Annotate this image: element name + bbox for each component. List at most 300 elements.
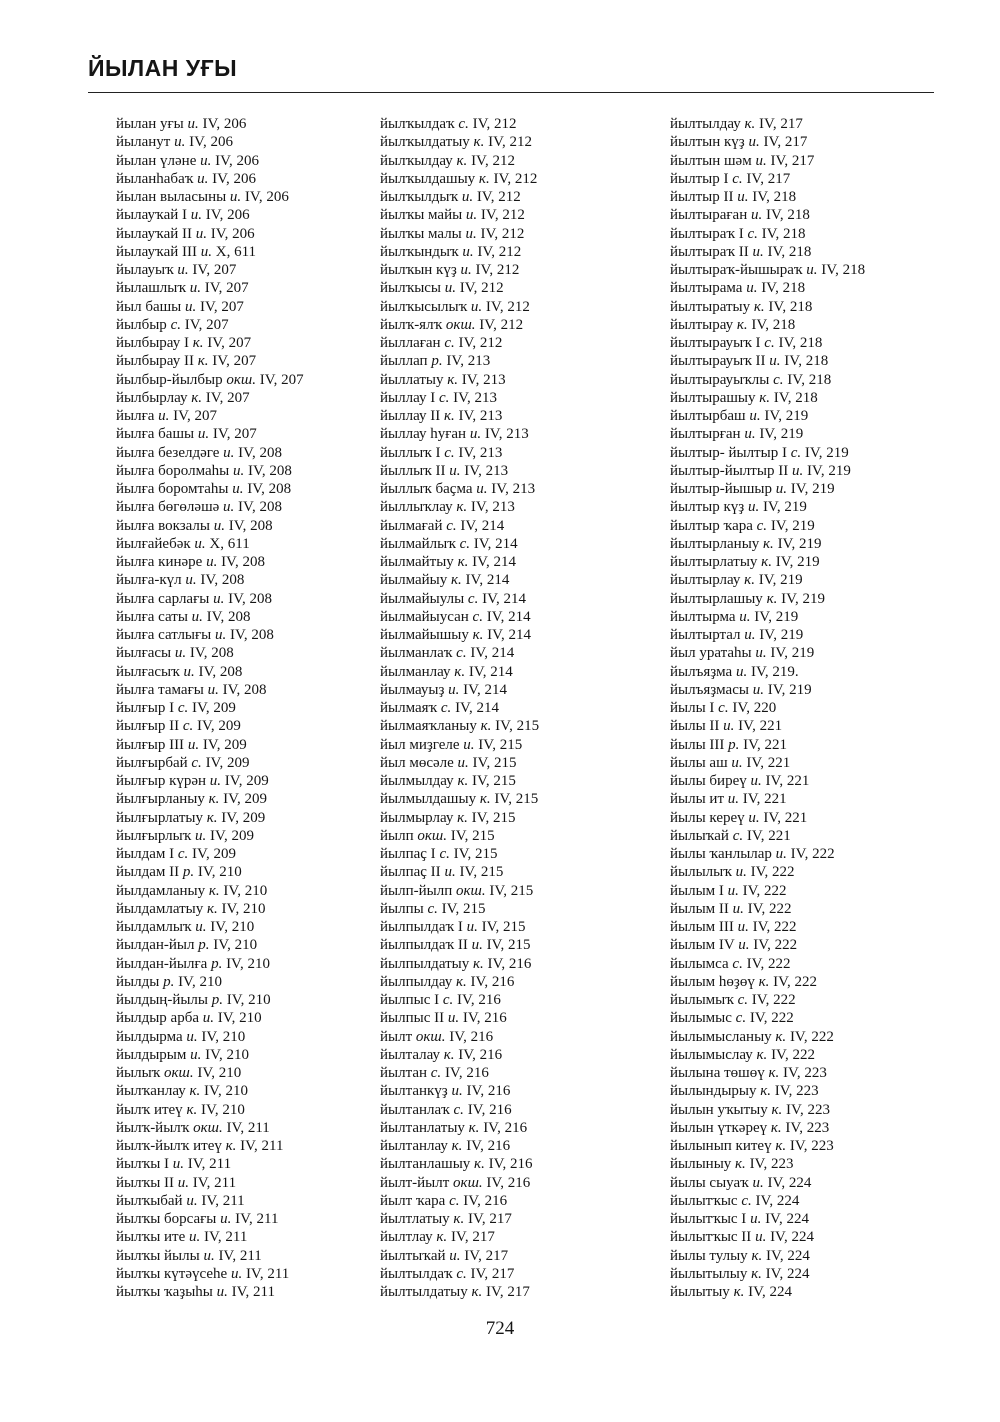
- entry-ref: IV, 208: [230, 627, 274, 643]
- index-entry: [116, 480, 304, 498]
- index-entry: [116, 371, 304, 389]
- entry-term: йылдырым: [116, 1046, 187, 1063]
- entry-ref: IV, 208: [200, 572, 245, 589]
- entry-term: йылҡы борсағы: [116, 1211, 217, 1227]
- entry-ref: IV, 216: [466, 1138, 511, 1154]
- entry-ref: IV, 219: [767, 681, 812, 698]
- entry-abbr: и.: [186, 1192, 198, 1209]
- entry-ref: IV, 207: [200, 298, 244, 315]
- entry-ref: IV, 219: [754, 608, 799, 625]
- entry-abbr: и.: [185, 298, 197, 315]
- index-entry: [380, 553, 539, 571]
- entry-abbr: и.: [232, 481, 244, 497]
- index-entry: [116, 444, 304, 462]
- entry-ref: IV, 209: [224, 773, 269, 789]
- entry-ref: IV, 210: [223, 882, 268, 899]
- index-entry: [380, 918, 539, 936]
- entry-ref: IV, 222: [747, 900, 792, 917]
- index-entry: [116, 1119, 304, 1137]
- entry-abbr: с.: [756, 517, 768, 534]
- index-entry: [670, 699, 865, 717]
- entry-abbr: к.: [206, 809, 218, 826]
- index-entry: [116, 498, 304, 516]
- index-entry: [670, 1192, 865, 1210]
- index-entry: [380, 900, 539, 918]
- entry-abbr: к.: [751, 1265, 762, 1282]
- entry-term: йылт-йылт: [380, 1174, 450, 1191]
- entry-term: йылҡы майы: [380, 207, 463, 224]
- entry-term: йылп: [380, 827, 414, 844]
- entry-abbr: с.: [458, 116, 469, 132]
- entry-abbr: к.: [451, 572, 462, 589]
- entry-term: йылдан-йылға: [116, 955, 208, 972]
- entry-abbr: и.: [748, 134, 760, 151]
- index-entry: [380, 1082, 539, 1100]
- entry-term: йыллыҡ баҫма: [380, 481, 473, 497]
- entry-term: йылҡылдатыу: [380, 134, 470, 151]
- entry-ref: IV, 206: [205, 207, 250, 224]
- entry-ref: IV, 207: [173, 408, 218, 424]
- entry-ref: IV, 213: [470, 499, 515, 516]
- entry-abbr: и.: [752, 681, 764, 698]
- entry-abbr: р.: [163, 973, 175, 990]
- index-entry: [670, 571, 865, 589]
- entry-abbr: окш.: [226, 371, 256, 388]
- entry-ref: X, 611: [215, 243, 257, 260]
- entry-abbr: к.: [208, 882, 220, 899]
- entry-abbr: р.: [182, 864, 195, 881]
- entry-abbr: и.: [200, 243, 213, 260]
- entry-ref: IV, 224: [767, 1174, 812, 1191]
- entry-term: йылҡы ҡаҙыһы: [116, 1284, 213, 1300]
- entry-term: йылбырлау: [116, 389, 188, 406]
- entry-term: йылтан: [380, 1065, 428, 1081]
- entry-term: йылтлау: [380, 1229, 433, 1246]
- entry-ref: IV, 215: [450, 827, 495, 844]
- entry-abbr: и.: [444, 280, 457, 297]
- entry-ref: IV, 224: [765, 1211, 809, 1227]
- entry-abbr: к.: [753, 298, 765, 315]
- entry-term: йылт: [380, 1028, 413, 1045]
- entry-abbr: к.: [751, 1247, 763, 1264]
- entry-term: йылмайлыҡ: [380, 535, 456, 552]
- entry-ref: IV, 223: [774, 1083, 819, 1100]
- entry-ref: IV, 215: [481, 919, 526, 935]
- entry-ref: IV, 222: [750, 864, 795, 881]
- entry-abbr: к.: [770, 1119, 782, 1136]
- entry-abbr: к.: [759, 389, 771, 406]
- entry-abbr: к.: [451, 1138, 463, 1154]
- entry-term: йылыҡ: [116, 1065, 161, 1081]
- index-entry: [116, 809, 304, 827]
- index-entry: [670, 827, 865, 845]
- entry-abbr: и.: [220, 1211, 232, 1227]
- entry-ref: IV, 219: [790, 481, 835, 497]
- entry-ref: IV, 219: [758, 572, 803, 589]
- entry-ref: IV, 219: [770, 517, 815, 534]
- entry-abbr: р.: [211, 992, 223, 1008]
- entry-abbr: и.: [207, 681, 219, 698]
- index-entry: [116, 1009, 304, 1027]
- entry-ref: IV, 212: [458, 335, 503, 351]
- entry-ref: IV, 214: [487, 627, 532, 643]
- entry-abbr: р.: [431, 353, 443, 370]
- entry-abbr: и.: [463, 736, 475, 753]
- entry-term: йылытҡыс I: [670, 1211, 747, 1227]
- entry-abbr: с.: [440, 700, 452, 716]
- index-entry: [670, 371, 865, 389]
- entry-term: йылтырама: [670, 280, 743, 297]
- entry-abbr: и.: [738, 937, 750, 954]
- entry-term: йылытҡыс: [670, 1192, 738, 1209]
- entry-term: йылы тулыу: [670, 1247, 748, 1264]
- entry-term: йылға безелдәге: [116, 444, 220, 461]
- entry-term: йыллау I: [380, 389, 436, 406]
- entry-ref: IV, 216: [467, 1101, 512, 1118]
- entry-term: йылмылдау: [380, 773, 454, 789]
- entry-abbr: и.: [737, 189, 749, 205]
- entry-abbr: к.: [189, 1083, 201, 1100]
- entry-abbr: и.: [197, 170, 209, 187]
- entry-term: йылтыҡай: [380, 1247, 446, 1264]
- entry-ref: IV, 224: [770, 1229, 814, 1246]
- index-entry: [670, 1174, 865, 1192]
- entry-ref: IV, 219: [775, 554, 820, 570]
- entry-term: йылдырма: [116, 1028, 183, 1045]
- entry-abbr: к.: [775, 1138, 787, 1154]
- entry-term: йылтыр күҙ: [670, 499, 745, 516]
- index-entry: [380, 389, 539, 407]
- entry-abbr: и.: [791, 462, 804, 479]
- entry-abbr: и.: [449, 1247, 461, 1264]
- index-entry: [670, 1028, 865, 1046]
- entry-ref: IV, 213: [491, 481, 536, 497]
- entry-abbr: и.: [195, 919, 207, 935]
- index-entry: [670, 480, 865, 498]
- entry-ref: IV, 219: [804, 444, 849, 461]
- entry-abbr: к.: [225, 1138, 237, 1154]
- entry-term: йылдамлатыу: [116, 900, 204, 917]
- entry-ref: IV, 214: [455, 700, 499, 716]
- entry-term: йылым II: [670, 900, 729, 917]
- index-entry: [380, 517, 539, 535]
- entry-abbr: и.: [723, 718, 735, 735]
- entry-ref: IV, 217: [763, 134, 808, 151]
- entry-abbr: к.: [733, 1284, 745, 1300]
- entry-abbr: к.: [192, 335, 204, 351]
- index-entry: [670, 279, 865, 297]
- entry-abbr: и.: [183, 663, 195, 680]
- index-entry: [116, 991, 304, 1009]
- entry-term: йылылыҡ: [670, 864, 732, 881]
- entry-ref: IV, 208: [222, 681, 267, 698]
- index-entry: [116, 1046, 304, 1064]
- entry-ref: IV, 218: [761, 225, 806, 242]
- entry-abbr: и.: [465, 207, 478, 224]
- entry-abbr: и.: [471, 937, 483, 954]
- index-entry: [380, 1192, 539, 1210]
- entry-ref: IV, 212: [480, 207, 525, 224]
- entry-abbr: к.: [760, 1083, 772, 1100]
- entry-ref: IV, 213: [453, 389, 498, 406]
- entry-ref: IV, 216: [466, 1083, 511, 1100]
- entry-abbr: и.: [215, 627, 227, 643]
- entry-ref: IV, 206: [202, 116, 247, 132]
- entry-abbr: и.: [744, 627, 756, 643]
- entry-abbr: и.: [213, 590, 225, 607]
- entry-abbr: к.: [766, 590, 778, 607]
- entry-ref: IV, 210: [201, 1028, 246, 1045]
- entry-abbr: к.: [456, 152, 468, 169]
- index-entry: [670, 389, 865, 407]
- index-entry: [670, 863, 865, 881]
- entry-abbr: к.: [775, 1028, 787, 1045]
- index-entry: [670, 170, 865, 188]
- entry-ref: IV, 206: [210, 225, 255, 242]
- index-entry: [380, 206, 539, 224]
- entry-abbr: к.: [768, 1065, 780, 1081]
- entry-abbr: с.: [446, 517, 457, 534]
- entry-abbr: к.: [436, 1229, 448, 1246]
- entry-ref: IV, 221: [738, 718, 783, 735]
- entry-abbr: с.: [732, 827, 744, 844]
- entry-abbr: к.: [771, 1101, 783, 1118]
- entry-term: йылындырыу: [670, 1083, 757, 1100]
- index-entry: [380, 535, 539, 553]
- index-entry: [380, 334, 539, 352]
- entry-term: йылы III: [670, 736, 725, 753]
- entry-ref: IV, 210: [197, 1065, 242, 1081]
- entry-abbr: и.: [190, 207, 203, 224]
- entry-ref: IV, 208: [238, 444, 283, 461]
- entry-abbr: к.: [453, 1211, 465, 1227]
- index-entry: [380, 936, 539, 954]
- index-entry: [116, 900, 304, 918]
- entry-abbr: с.: [472, 608, 483, 625]
- entry-ref: IV, 221: [746, 754, 791, 771]
- entry-abbr: и.: [750, 207, 763, 224]
- entry-term: йылым IV: [670, 937, 735, 954]
- entry-abbr: к.: [478, 170, 490, 187]
- entry-term: йылҡ-ялҡ: [380, 316, 443, 333]
- entry-term: йылға боролмаһы: [116, 462, 230, 479]
- entry-ref: IV, 216: [444, 1065, 489, 1081]
- entry-abbr: и.: [174, 134, 186, 151]
- index-entry: [380, 790, 539, 808]
- entry-term: йылауҡай I: [116, 207, 188, 224]
- entry-term: йылы кереү: [670, 809, 745, 826]
- index-entry: [670, 498, 865, 516]
- index-entry: [670, 334, 865, 352]
- index-entry: [380, 1155, 539, 1173]
- entry-term: йылҡы II: [116, 1174, 175, 1191]
- entry-term: йылымыс: [670, 1010, 732, 1027]
- entry-abbr: и.: [739, 608, 751, 625]
- entry-abbr: и.: [466, 919, 478, 935]
- entry-ref: IV, 213: [461, 371, 506, 388]
- entry-ref: IV, 214: [470, 645, 515, 662]
- index-entry: [116, 1028, 304, 1046]
- entry-term: йылдың-йылы: [116, 992, 208, 1008]
- entry-term: йылтын күҙ: [670, 134, 745, 151]
- entry-term: йылға боромтаһы: [116, 481, 229, 497]
- entry-abbr: и.: [191, 608, 203, 625]
- entry-term: йыллыҡлау: [380, 499, 453, 516]
- entry-term: йылҡылдашыу: [380, 170, 476, 187]
- entry-abbr: и.: [206, 554, 218, 570]
- entry-ref: IV, 217: [746, 170, 791, 187]
- entry-abbr: и.: [187, 116, 199, 132]
- entry-abbr: с.: [741, 1192, 752, 1209]
- entry-ref: IV, 210: [221, 900, 266, 917]
- entry-ref: IV, 209: [210, 827, 254, 844]
- entry-term: йыллау һуған: [380, 426, 467, 443]
- entry-term: йылбырау I: [116, 335, 189, 351]
- index-entry: [116, 626, 304, 644]
- entry-abbr: и.: [775, 481, 787, 497]
- index-entry: [116, 663, 304, 681]
- entry-abbr: и.: [448, 681, 460, 698]
- index-entry: [670, 1228, 865, 1246]
- entry-term: йылға саты: [116, 608, 188, 625]
- index-entry: [670, 261, 865, 279]
- entry-term: йылғыр II: [116, 718, 180, 735]
- entry-ref: IV, 208: [228, 517, 273, 534]
- entry-ref: IV, 208: [247, 462, 292, 479]
- entry-abbr: с.: [442, 992, 454, 1008]
- entry-term: йылытҡыс II: [670, 1229, 752, 1246]
- index-entry: [670, 517, 865, 535]
- entry-term: йылдам II: [116, 864, 180, 881]
- index-entry: [116, 1082, 304, 1100]
- entry-ref: IV, 212: [479, 316, 524, 333]
- entry-abbr: и.: [752, 1174, 764, 1191]
- entry-term: йылҡы малы: [380, 225, 462, 242]
- entry-abbr: с.: [453, 1101, 464, 1118]
- entry-abbr: к.: [447, 371, 459, 388]
- entry-term: йылғыр III: [116, 736, 185, 753]
- index-entry: [116, 152, 304, 170]
- index-entry: [670, 553, 865, 571]
- entry-ref: IV, 208: [238, 499, 282, 516]
- entry-term: йылҡанлау: [116, 1083, 186, 1100]
- entry-term: йылтыраҡ II: [670, 243, 749, 260]
- index-entry: [670, 590, 865, 608]
- entry-ref: IV, 223: [786, 1101, 830, 1118]
- index-entry: [116, 462, 304, 480]
- index-entry: [116, 225, 304, 243]
- entry-abbr: и.: [187, 736, 200, 753]
- index-entry: [670, 1137, 865, 1155]
- entry-term: йылтыр II: [670, 189, 734, 205]
- entry-term: йылҡындыҡ: [380, 243, 459, 260]
- entry-term: йылы II: [670, 718, 720, 735]
- entry-ref: IV, 218: [768, 298, 813, 315]
- entry-term: йылҡылдыҡ: [380, 189, 459, 205]
- entry-term: йылғасы: [116, 645, 172, 662]
- entry-term: йылына төшөү: [670, 1065, 765, 1081]
- entry-term: йылан үләне: [116, 152, 197, 169]
- entry-ref: IV, 222: [746, 955, 791, 972]
- entry-ref: IV, 219: [759, 426, 804, 443]
- entry-ref: IV, 207: [259, 371, 304, 388]
- index-entry: [116, 1247, 304, 1265]
- entry-ref: IV, 224: [765, 1265, 810, 1282]
- index-entry: [116, 644, 304, 662]
- entry-term: йылпы: [380, 900, 424, 917]
- entry-ref: IV, 218: [767, 243, 812, 260]
- index-entry: [670, 1155, 865, 1173]
- entry-abbr: и.: [731, 754, 743, 771]
- index-entry: [380, 243, 539, 261]
- entry-ref: IV, 213: [464, 462, 509, 479]
- entry-abbr: к.: [480, 718, 492, 735]
- entry-ref: IV, 214: [482, 590, 526, 607]
- entry-term: йылытылыу: [670, 1265, 748, 1282]
- entry-abbr: с.: [732, 955, 743, 972]
- entry-abbr: и.: [755, 152, 767, 169]
- entry-term: йыл башы: [116, 298, 182, 315]
- index-entry: [380, 498, 539, 516]
- entry-ref: IV, 215: [495, 718, 540, 735]
- index-entry: [670, 717, 865, 735]
- entry-abbr: и.: [213, 517, 225, 534]
- index-entry: [116, 936, 304, 954]
- entry-term: йылауҡай III: [116, 243, 198, 260]
- index-entry: [116, 955, 304, 973]
- entry-abbr: с.: [747, 225, 758, 242]
- index-entry: [670, 1046, 865, 1064]
- index-entry: [380, 571, 539, 589]
- entry-term: йылын үткәреү: [670, 1119, 768, 1136]
- entry-term: йылы аш: [670, 754, 728, 771]
- entry-term: йылтылдау: [670, 116, 741, 132]
- entry-term: йылпылдатыу: [380, 955, 470, 972]
- index-entry: [670, 845, 865, 863]
- entry-term: йылтанлау: [380, 1138, 448, 1154]
- entry-term: йылмаяҡ: [380, 700, 438, 716]
- index-entry: [116, 261, 304, 279]
- entry-ref: IV, 214: [460, 517, 505, 534]
- index-entry: [380, 608, 539, 626]
- index-entry: [380, 845, 539, 863]
- index-entry: [116, 590, 304, 608]
- entry-ref: IV, 219: [759, 627, 804, 643]
- entry-abbr: и.: [806, 262, 818, 278]
- entry-term: йылмылдашыу: [380, 791, 477, 808]
- index-entry: [380, 754, 539, 772]
- entry-term: йылмайыу: [380, 572, 448, 589]
- entry-term: йылтырауыҡ II: [670, 353, 766, 370]
- entry-ref: IV, 212: [476, 189, 521, 205]
- entry-ref: IV, 218: [751, 316, 796, 333]
- entry-term: йылға сатлығы: [116, 627, 212, 643]
- entry-ref: IV, 206: [244, 189, 289, 205]
- index-entry: [670, 352, 865, 370]
- entry-term: йылп-йылп: [380, 882, 453, 899]
- entry-term: йылымса: [670, 955, 729, 972]
- entry-ref: IV, 210: [205, 1046, 250, 1063]
- entry-term: йылы ҡанлылар: [670, 846, 772, 862]
- index-entry: [670, 243, 865, 261]
- entry-abbr: к.: [207, 900, 218, 917]
- entry-ref: IV, 222: [752, 919, 797, 935]
- entry-ref: IV, 207: [212, 353, 257, 370]
- entry-term: йылпыс II: [380, 1010, 445, 1027]
- entry-abbr: к.: [471, 1284, 483, 1300]
- entry-term: йылпаҫ II: [380, 864, 441, 881]
- index-entry: [380, 115, 539, 133]
